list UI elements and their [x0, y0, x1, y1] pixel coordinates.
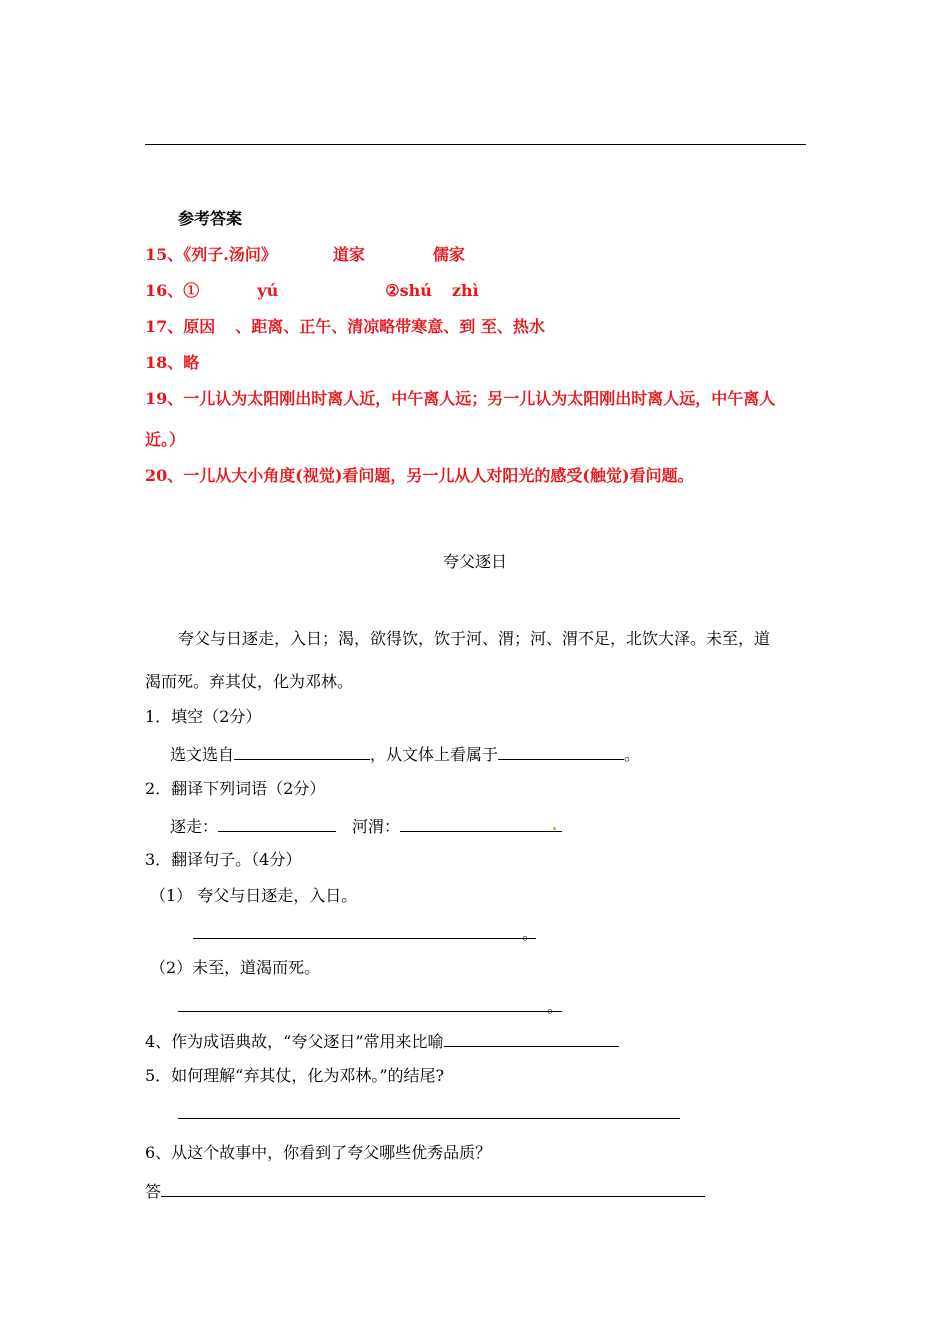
question-5: 5．如何理解“弃其仗，化为邓林。”的结尾?	[145, 1066, 445, 1085]
answer-text: 原因	[183, 317, 216, 336]
answer-pinyin-1: yú	[257, 281, 279, 300]
answer-pinyin-3: zhì	[451, 281, 479, 300]
question-2-title: 2．翻译下列词语（2分）	[145, 779, 326, 798]
answer-blank[interactable]	[400, 815, 562, 832]
answer-19	[145, 389, 775, 409]
question-1-body	[170, 743, 640, 765]
question-3-title: 3．翻译句子。（4分）	[145, 850, 302, 869]
answer-number: 16、	[145, 281, 184, 300]
question-6: 6、从这个故事中，你看到了夸父哪些优秀品质？	[145, 1143, 492, 1162]
answer-text: 一儿从大小角度(视觉)看问题，另一儿从人对阳光的感受(触觉)看问题。	[183, 466, 694, 485]
answer-15	[145, 245, 465, 265]
answer-label: 答	[145, 1182, 162, 1201]
answer-blank[interactable]	[444, 1030, 619, 1047]
answer-line[interactable]	[193, 938, 536, 939]
answer-blank[interactable]	[498, 743, 624, 760]
answers-heading: 参考答案	[178, 209, 243, 228]
question-text: 选文选自	[170, 745, 235, 764]
question-text: 。	[624, 745, 641, 764]
answer-marker: ①	[183, 281, 200, 300]
answer-18	[145, 353, 199, 373]
answer-17	[145, 317, 545, 337]
answer-school-2: 儒家	[432, 245, 465, 264]
passage-line-1: 夸父与日逐走，入日；渴，欲得饮，饮于河、渭；河、渭不足，北饮大泽。未至，道	[178, 629, 771, 648]
answer-line[interactable]	[178, 1011, 562, 1012]
question-2-body	[170, 815, 562, 837]
question-4	[145, 1030, 619, 1052]
answer-blank[interactable]	[218, 815, 336, 832]
question-text: 4、作为成语典故，“夸父逐日”常用来比喻	[145, 1032, 444, 1051]
stray-dot	[553, 827, 556, 830]
answer-16	[145, 281, 479, 301]
question-3-sentence-2: （2）未至，道渴而死。	[150, 958, 321, 977]
question-text: 河渭：	[352, 817, 401, 836]
answer-line[interactable]	[178, 1118, 680, 1119]
header-rule	[145, 144, 806, 145]
answer-number: 19、	[145, 389, 184, 408]
question-1-title: 1．填空（2分）	[145, 707, 262, 726]
answer-line-end: 。	[547, 997, 564, 1016]
answer-text: 略	[183, 353, 200, 372]
question-text: 逐走：	[170, 817, 219, 836]
answer-20	[145, 466, 694, 486]
question-3-sentence-1: （1） 夸父与日逐走，入日。	[150, 886, 358, 905]
answer-school-1: 道家	[332, 245, 365, 264]
question-6-answer	[145, 1180, 705, 1202]
answer-blank[interactable]	[234, 743, 370, 760]
answer-text: 一儿认为太阳刚出时离人近，中午离人远；另一儿认为太阳刚出时离人远，中午离人	[183, 389, 776, 408]
answer-number: 18、	[145, 353, 184, 372]
answer-19-cont: 近。）	[145, 430, 186, 449]
question-text: ，从文体上看属于	[370, 745, 499, 764]
answer-blank[interactable]	[161, 1180, 705, 1197]
answer-number: 15、	[145, 245, 184, 264]
answer-pinyin-2: ②shú	[385, 281, 432, 300]
passage-line-2: 渴而死。弃其仗，化为邓林。	[145, 672, 354, 691]
answer-source: 《列子.汤问》	[183, 245, 277, 264]
passage-title: 夸父逐日	[442, 552, 507, 571]
answer-line-end: 。	[522, 924, 539, 943]
answer-number: 20、	[145, 466, 184, 485]
answer-number: 17、	[145, 317, 184, 336]
answer-text: 、距离、正午、清凉略带寒意、到 至、热水	[235, 317, 545, 336]
